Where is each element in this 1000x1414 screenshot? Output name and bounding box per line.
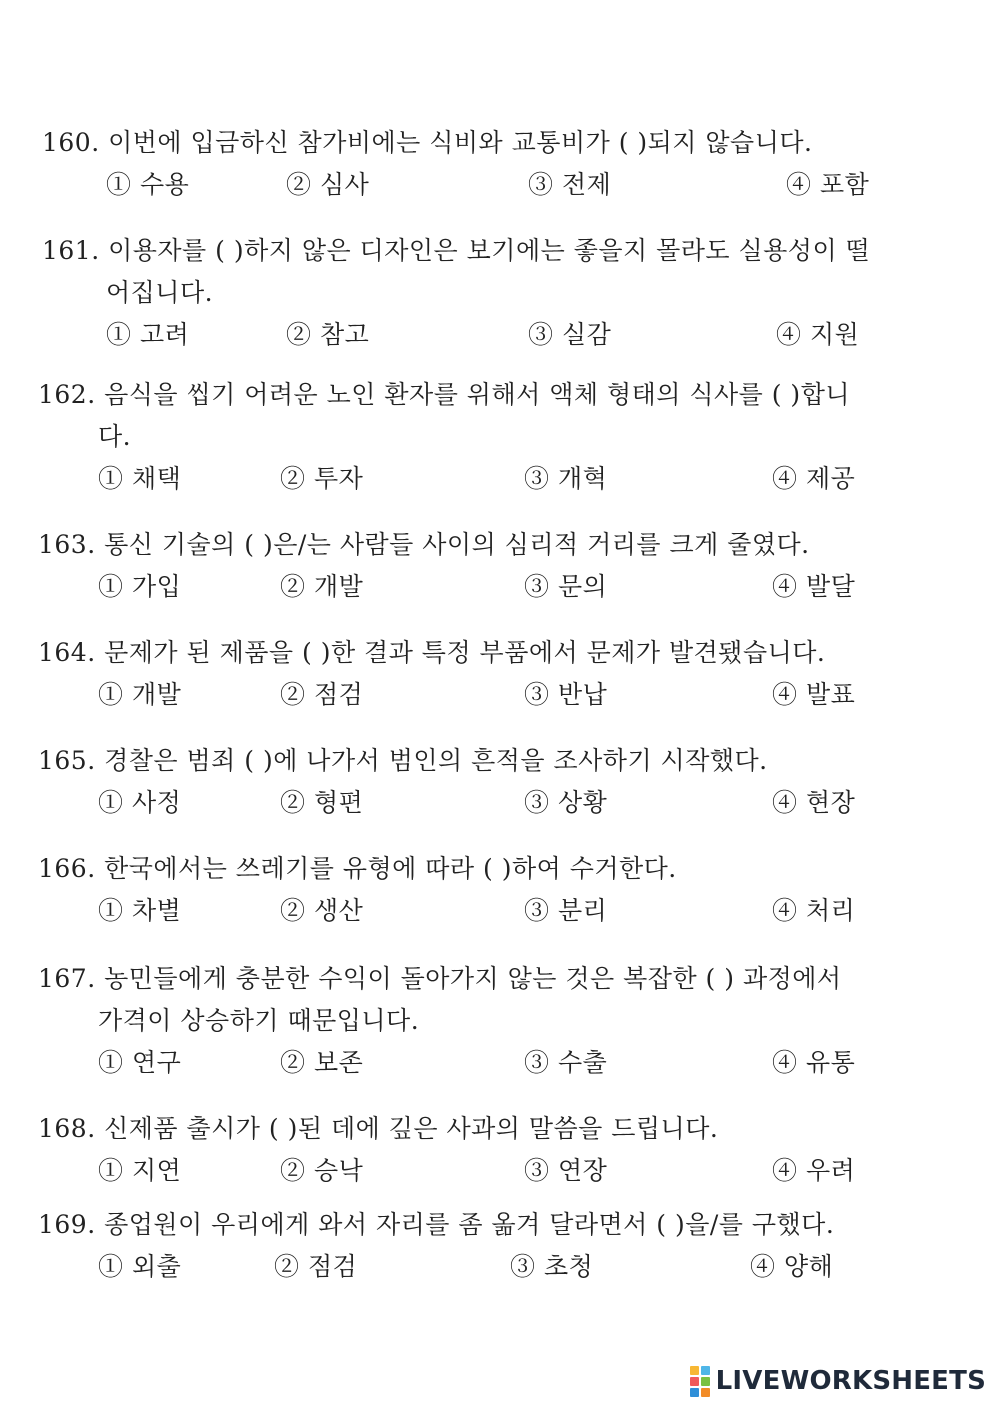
answer-option-4[interactable]: ④ 우려 <box>772 1156 856 1185</box>
answer-option-4[interactable]: ④ 발표 <box>772 680 856 709</box>
answer-option-3[interactable]: ③ 연장 <box>524 1156 608 1185</box>
answer-option-4[interactable]: ④ 제공 <box>772 464 856 493</box>
question-160 <box>42 122 870 204</box>
logo-tile <box>690 1366 699 1375</box>
answer-option-3[interactable]: ③ 개혁 <box>524 464 608 493</box>
answer-option-3[interactable]: ③ 전제 <box>528 170 612 199</box>
logo-tile <box>690 1377 699 1386</box>
answer-option-2[interactable]: ② 심사 <box>286 170 370 199</box>
answer-option-3[interactable]: ③ 반납 <box>524 680 608 709</box>
answer-option-1[interactable]: ① 수용 <box>106 170 190 199</box>
liveworksheets-logo <box>690 1364 986 1398</box>
answer-option-3[interactable]: ③ 분리 <box>524 896 608 925</box>
question-text-continued: 어집니다. <box>106 278 214 307</box>
answer-options <box>38 1246 834 1286</box>
question-166 <box>38 848 856 930</box>
question-text: 166. 한국에서는 쓰레기를 유형에 따라 ( )하여 수거한다. <box>38 854 677 883</box>
answer-option-3[interactable]: ③ 초청 <box>510 1252 594 1281</box>
answer-option-2[interactable]: ② 승낙 <box>280 1156 364 1185</box>
answer-option-3[interactable]: ③ 상황 <box>524 788 608 817</box>
question-165 <box>38 740 856 822</box>
question-text: 169. 종업원이 우리에게 와서 자리를 좀 옮겨 달라면서 ( )을/를 구했다. <box>38 1210 835 1239</box>
answer-option-1[interactable]: ① 개발 <box>98 680 182 709</box>
answer-option-1[interactable]: ① 연구 <box>98 1048 182 1077</box>
logo-tile <box>701 1366 710 1375</box>
question-169 <box>38 1204 834 1286</box>
liveworksheets-logo-icon <box>690 1366 710 1397</box>
answer-option-4[interactable]: ④ 발달 <box>772 572 856 601</box>
answer-option-4[interactable]: ④ 지원 <box>776 320 860 349</box>
answer-options <box>38 458 856 498</box>
answer-option-4[interactable]: ④ 양해 <box>750 1252 834 1281</box>
question-text: 168. 신제품 출시가 ( )된 데에 깊은 사과의 말씀을 드립니다. <box>38 1114 719 1143</box>
question-text: 165. 경찰은 범죄 ( )에 나가서 범인의 흔적을 조사하기 시작했다. <box>38 746 768 775</box>
answer-option-4[interactable]: ④ 현장 <box>772 788 856 817</box>
answer-option-1[interactable]: ① 외출 <box>98 1252 182 1281</box>
answer-options <box>38 674 856 714</box>
answer-option-2[interactable]: ② 점검 <box>274 1252 358 1281</box>
logo-tile <box>701 1377 710 1386</box>
answer-option-4[interactable]: ④ 유통 <box>772 1048 856 1077</box>
answer-options <box>38 782 856 822</box>
question-161 <box>42 230 870 354</box>
answer-options <box>42 314 870 354</box>
answer-option-2[interactable]: ② 투자 <box>280 464 364 493</box>
question-text: 161. 이용자를 ( )하지 않은 디자인은 보기에는 좋을지 몰라도 실용성이 떨 <box>42 236 871 265</box>
answer-options <box>38 890 856 930</box>
answer-option-1[interactable]: ① 지연 <box>98 1156 182 1185</box>
answer-option-4[interactable]: ④ 포함 <box>786 170 870 199</box>
question-163 <box>38 524 856 606</box>
answer-option-4[interactable]: ④ 처리 <box>772 896 856 925</box>
logo-tile <box>701 1388 710 1397</box>
question-162 <box>38 374 856 498</box>
question-text: 162. 음식을 씹기 어려운 노인 환자를 위해서 액체 형태의 식사를 ( )합니 <box>38 380 850 409</box>
answer-options <box>38 566 856 606</box>
answer-options <box>38 1042 856 1082</box>
answer-option-1[interactable]: ① 채택 <box>98 464 182 493</box>
answer-option-1[interactable]: ① 가입 <box>98 572 182 601</box>
answer-option-1[interactable]: ① 사정 <box>98 788 182 817</box>
answer-option-2[interactable]: ② 보존 <box>280 1048 364 1077</box>
question-text: 167. 농민들에게 충분한 수익이 돌아가지 않는 것은 복잡한 ( ) 과정에서 <box>38 964 842 993</box>
question-text: 160. 이번에 입금하신 참가비에는 식비와 교통비가 ( )되지 않습니다. <box>42 128 813 157</box>
question-168 <box>38 1108 856 1190</box>
answer-option-1[interactable]: ① 차별 <box>98 896 182 925</box>
answer-options <box>42 164 870 204</box>
answer-options <box>38 1150 856 1190</box>
answer-option-3[interactable]: ③ 실감 <box>528 320 612 349</box>
question-text: 163. 통신 기술의 ( )은/는 사람들 사이의 심리적 거리를 크게 줄였다. <box>38 530 810 559</box>
answer-option-3[interactable]: ③ 수출 <box>524 1048 608 1077</box>
logo-text: LIVEWORKSHEETS <box>715 1366 986 1396</box>
answer-option-1[interactable]: ① 고려 <box>106 320 190 349</box>
question-167 <box>38 958 856 1082</box>
answer-option-2[interactable]: ② 참고 <box>286 320 370 349</box>
answer-option-2[interactable]: ② 개발 <box>280 572 364 601</box>
question-164 <box>38 632 856 714</box>
answer-option-2[interactable]: ② 형편 <box>280 788 364 817</box>
question-text-continued: 다. <box>98 422 132 451</box>
answer-option-3[interactable]: ③ 문의 <box>524 572 608 601</box>
question-text-continued: 가격이 상승하기 때문입니다. <box>98 1006 420 1035</box>
answer-option-2[interactable]: ② 생산 <box>280 896 364 925</box>
question-text: 164. 문제가 된 제품을 ( )한 결과 특정 부품에서 문제가 발견됐습니다. <box>38 638 826 667</box>
answer-option-2[interactable]: ② 점검 <box>280 680 364 709</box>
logo-tile <box>690 1388 699 1397</box>
